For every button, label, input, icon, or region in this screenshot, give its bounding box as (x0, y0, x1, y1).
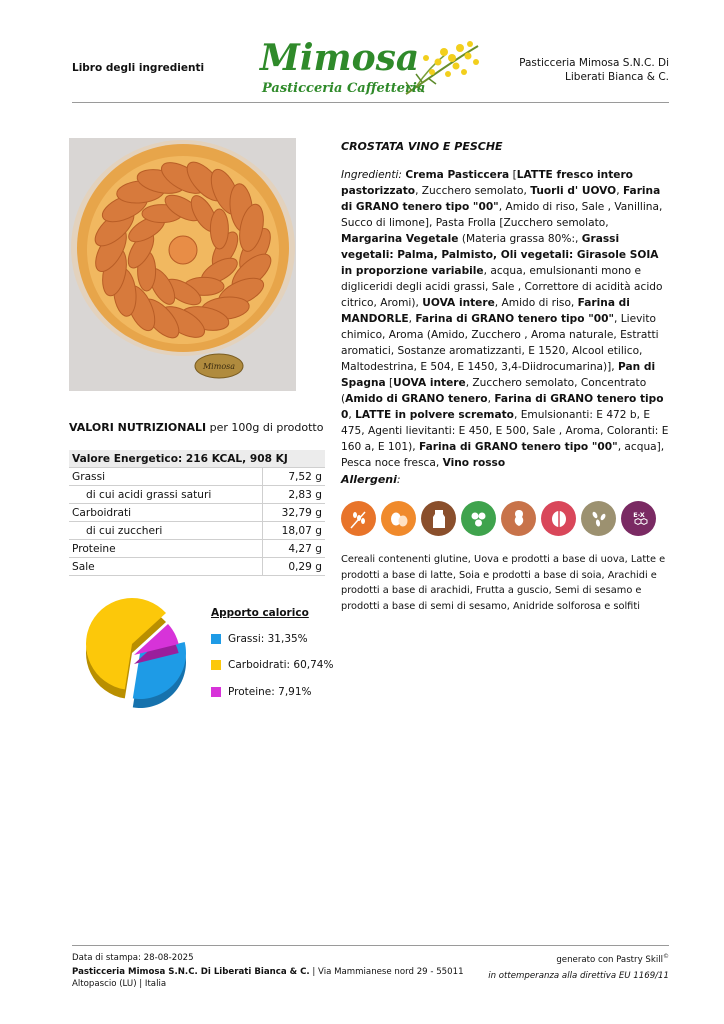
legend-swatch (211, 687, 221, 697)
sesamo-icon (581, 501, 616, 536)
latte-icon (421, 501, 456, 536)
product-photo (69, 138, 296, 391)
table-row (69, 522, 325, 540)
table-row (69, 558, 325, 576)
company-line-2: Liberati Bianca & C. (565, 71, 669, 83)
allergens-title: Allergeni: (341, 473, 401, 486)
photo-brand-label: Mimosa (202, 362, 236, 371)
ingredient-text: [ (509, 169, 517, 181)
ingredient-bold: Amido di GRANO tenero (345, 393, 488, 405)
ingredient-bold: Tuorli d' UOVO (530, 185, 617, 197)
product-title: CROSTATA VINO E PESCHE (341, 140, 503, 153)
legend-item-carboidrati (211, 659, 333, 671)
ingredient-text: , acqua, emulsionanti mono e digliceridi degli acidi grassi, Sale , Correttore di acidità acido citrico, Aromi), (341, 265, 663, 309)
ingredient-text: , (348, 409, 356, 421)
ingredient-bold: Farina di GRANO tenero tipo "00" (415, 313, 615, 325)
calorie-pie-chart (86, 592, 196, 712)
ingredient-text: , (487, 393, 495, 405)
legend-label: Grassi: 31,35% (228, 633, 308, 645)
nutrient-label: Grassi (69, 468, 263, 486)
soia-icon (461, 501, 496, 536)
nutrition-heading: VALORI NUTRIZIONALI per 100g di prodotto (69, 421, 324, 434)
nutrient-value: 0,29 g (263, 558, 326, 576)
ingredients-list (341, 169, 668, 469)
nutrient-value: 7,52 g (263, 468, 326, 486)
nutrient-label: Sale (69, 558, 263, 576)
table-row (69, 540, 325, 558)
energy-row (69, 450, 325, 468)
ingredient-text: , Amido di riso, Sale , Vanillina, Succo di limone], Pasta Frolla [Zucchero semolato, (341, 201, 663, 229)
company-name (519, 56, 669, 84)
nutrient-value: 2,83 g (263, 486, 326, 504)
ingredient-text: , acqua], Pesca noce fresca, (341, 441, 665, 469)
logo-wordmark: Mimosa (260, 37, 420, 79)
print-date: Data di stampa: 28-08-2025 (72, 953, 194, 963)
nutrient-value: 4,27 g (263, 540, 326, 558)
chart-title: Apporto calorico (211, 607, 309, 619)
nutrient-value: 32,79 g (263, 504, 326, 522)
ingredient-bold: Vino rosso (442, 457, 506, 469)
legend-item-grassi (211, 633, 308, 645)
ingredient-text: , (616, 185, 623, 197)
ingredient-bold: Farina di GRANO tenero tipo "00" (341, 185, 661, 213)
nutrient-label: Proteine (69, 540, 263, 558)
uova-icon (381, 501, 416, 536)
energy-value: Valore Energetico: 216 KCAL, 908 KJ (69, 450, 325, 468)
legend-swatch (211, 634, 221, 644)
ingredient-bold: Farina di GRANO tenero tipo "00" (418, 441, 618, 453)
ingredient-text: , (408, 313, 416, 325)
company-line-1: Pasticceria Mimosa S.N.C. Di (519, 57, 669, 69)
ingredient-text: , Amido di riso, (494, 297, 578, 309)
ingredient-text: , Zucchero semolato, Concentrato ( (341, 377, 647, 405)
legend-item-proteine (211, 686, 312, 698)
nutrient-value: 18,07 g (263, 522, 326, 540)
ingredient-bold: UOVA intere (393, 377, 466, 389)
ingredient-bold: Farina di GRANO tenero tipo 0 (341, 393, 664, 421)
svg-text:E-X: E-X (632, 510, 645, 519)
allergen-icons (341, 501, 656, 536)
nutrition-table (69, 450, 325, 576)
footer-divider (72, 945, 669, 946)
eu-directive-note: in ottemperanza alla direttiva EU 1169/11 (488, 971, 669, 981)
allergens-text: Cereali contenenti glutine, Uova e prodotti a base di uova, Latte e prodotti a base di latte, Soia e prodotti a base di soia, Arachidi e prodotti a base di arachidi, Frutta a guscio, Semi di sesamo e prodotti a base di semi di sesamo, Anidride solforosa e solfiti (341, 554, 666, 612)
nutrient-label: di cui acidi grassi saturi (69, 486, 263, 504)
generator-credit: generato con Pastry Skill© (556, 953, 669, 965)
arachidi-icon (501, 501, 536, 536)
legend-swatch (211, 660, 221, 670)
ingredient-bold: UOVA intere (422, 297, 495, 309)
ingredient-bold: LATTE in polvere scremato (355, 409, 514, 421)
mimosa-logo (256, 32, 486, 102)
ingredient-bold: Farina di MANDORLE (341, 297, 630, 325)
document-type-label: Libro degli ingredienti (72, 62, 205, 74)
ingredient-bold: Pan di Spagna (341, 361, 656, 389)
cereali-glutine-icon (341, 501, 376, 536)
ingredient-text: , Emulsionanti: E 472 b, E 475, Agenti lievitanti: E 450, E 500, Sale , Aroma, Coloranti: E 160 a, E 101), (341, 409, 669, 453)
solfiti-icon (621, 501, 656, 536)
ingredient-text: [ (385, 377, 394, 389)
table-row (69, 486, 325, 504)
header-divider (72, 102, 669, 103)
nutrient-label: di cui zuccheri (69, 522, 263, 540)
nutrient-label: Carboidrati (69, 504, 263, 522)
table-row (69, 468, 325, 486)
legend-label: Proteine: 7,91% (228, 686, 312, 698)
legend-label: Carboidrati: 60,74% (228, 659, 334, 671)
ingredients-label: Ingredienti: (341, 169, 403, 181)
ingredient-bold: Grassi vegetali: Palma, Palmisto, Oli vegetali: Girasole SOIA in proporzione variabile (341, 233, 659, 277)
ingredient-text: , Lievito chimico, Aroma (Amido, Zucchero , Aroma naturale, Estratti aromatici, Sostanze aromatizzanti, E 1520, Alcool etilico, Maltodestrina, E 504, E 1450, 3,4-Diidrocumarina)], (341, 313, 659, 373)
ingredient-bold: LATTE fresco intero pastorizzato (341, 169, 633, 197)
ingredient-bold: Margarina Vegetale (341, 233, 459, 245)
table-row (69, 504, 325, 522)
ingredient-bold: Crema Pasticcera (405, 169, 510, 181)
frutta-guscio-icon (541, 501, 576, 536)
company-address: Pasticceria Mimosa S.N.C. Di Liberati Bianca & C. | Via Mammianese nord 29 - 55011 Altopascio (LU) | Italia (72, 967, 464, 989)
ingredients-text (341, 167, 673, 471)
ingredient-text: (Materia grassa 80%:, (458, 233, 582, 245)
logo-subtitle: Pasticceria Caffetteria (262, 81, 426, 96)
ingredient-text: , Zucchero semolato, (415, 185, 531, 197)
peach-slice (210, 209, 228, 249)
